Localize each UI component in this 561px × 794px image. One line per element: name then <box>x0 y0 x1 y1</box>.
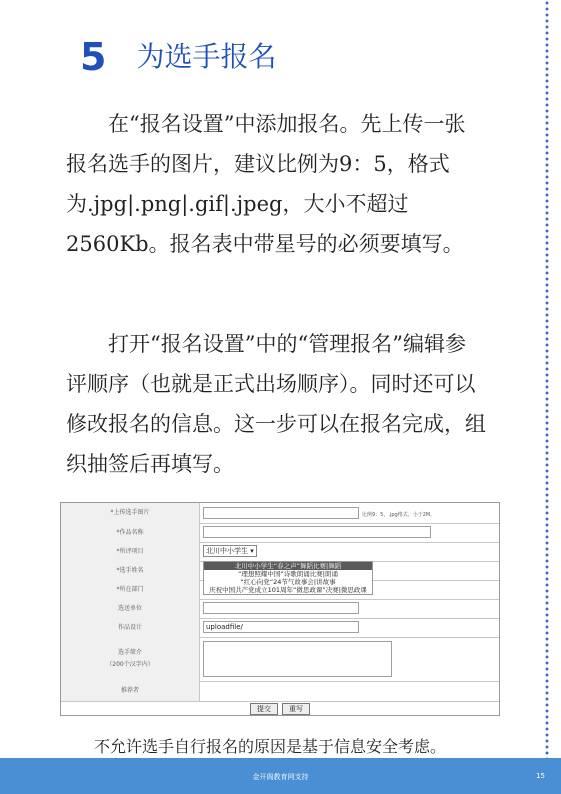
form-buttons <box>61 702 499 715</box>
form-label: 选手简介 （200个汉字内） <box>61 637 200 681</box>
chevron-down-icon: ▾ <box>250 547 254 555</box>
form-label: *所在部门 <box>61 580 200 599</box>
section-heading <box>80 35 277 79</box>
form-row-recommender <box>61 681 499 702</box>
photo-file-input[interactable] <box>203 507 359 519</box>
section-title: 为选手报名 <box>136 40 277 73</box>
intro-textarea[interactable] <box>203 641 392 677</box>
page-number: 15 <box>536 772 545 780</box>
dropdown-option[interactable]: 庆祝中国共产党成立101周年“微思政课”决赛|微思政课 <box>209 586 367 594</box>
form-row-unit <box>61 599 499 619</box>
caption: 不允许选手自行报名的原因是基于信息安全考虑。 <box>94 737 447 756</box>
form-row-design <box>61 618 499 638</box>
form-label: 推荐者 <box>61 681 200 701</box>
form-label: 作品设计 <box>61 618 200 637</box>
form-row-project <box>61 542 499 562</box>
dropdown-option[interactable]: “理想照耀中国”诗歌朗诵比赛|朗诵 <box>238 570 338 578</box>
dropdown-option[interactable]: “红心向党“24节气故事会|讲故事 <box>240 578 336 586</box>
paragraph-2: 打开“报名设置”中的“管理报名”编辑参评顺序（也就是正式出场顺序）。同时还可以修改报名的信息。这一步可以在报名完成，组织抽签后再填写。 <box>66 332 486 476</box>
dropdown-option[interactable]: 北川中小学生“春之声”舞蹈比赛|舞蹈 <box>204 562 372 570</box>
form-row-intro <box>61 637 499 682</box>
photo-hint: 比例9：5，.jpg格式，小于2M。 <box>362 512 436 518</box>
form-row-work-name <box>61 523 499 543</box>
project-dropdown-list <box>203 561 373 595</box>
form-label: *上传选手图片 <box>61 503 200 523</box>
unit-input[interactable] <box>203 602 359 614</box>
form-label: *作品名称 <box>61 523 200 542</box>
form-label: 选送单位 <box>61 599 200 618</box>
form-label: *所评项目 <box>61 542 200 561</box>
form-label: *选手姓名 <box>61 561 200 580</box>
work-name-input[interactable] <box>203 526 431 538</box>
form-row-photo <box>61 503 499 524</box>
paragraph-1: 在“报名设置”中添加报名。先上传一张报名选手的图片，建议比例为9：5，格式为.jpg|.png|.gif|.jpeg，大小不超过2560Kb。报名表中带星号的必须要填写。 <box>66 112 466 256</box>
registration-form-screenshot <box>60 502 500 716</box>
reset-button[interactable]: 重写 <box>282 703 310 715</box>
footer-credit: 金开阁教育网支持 <box>252 773 309 781</box>
page-footer <box>0 758 561 794</box>
submit-button[interactable]: 提交 <box>250 703 278 715</box>
design-input[interactable]: uploadfile/ <box>203 621 359 633</box>
project-select[interactable]: 北川中小学生 ▾ <box>203 545 257 557</box>
dotted-border <box>545 0 549 758</box>
section-number: 5 <box>80 35 107 79</box>
